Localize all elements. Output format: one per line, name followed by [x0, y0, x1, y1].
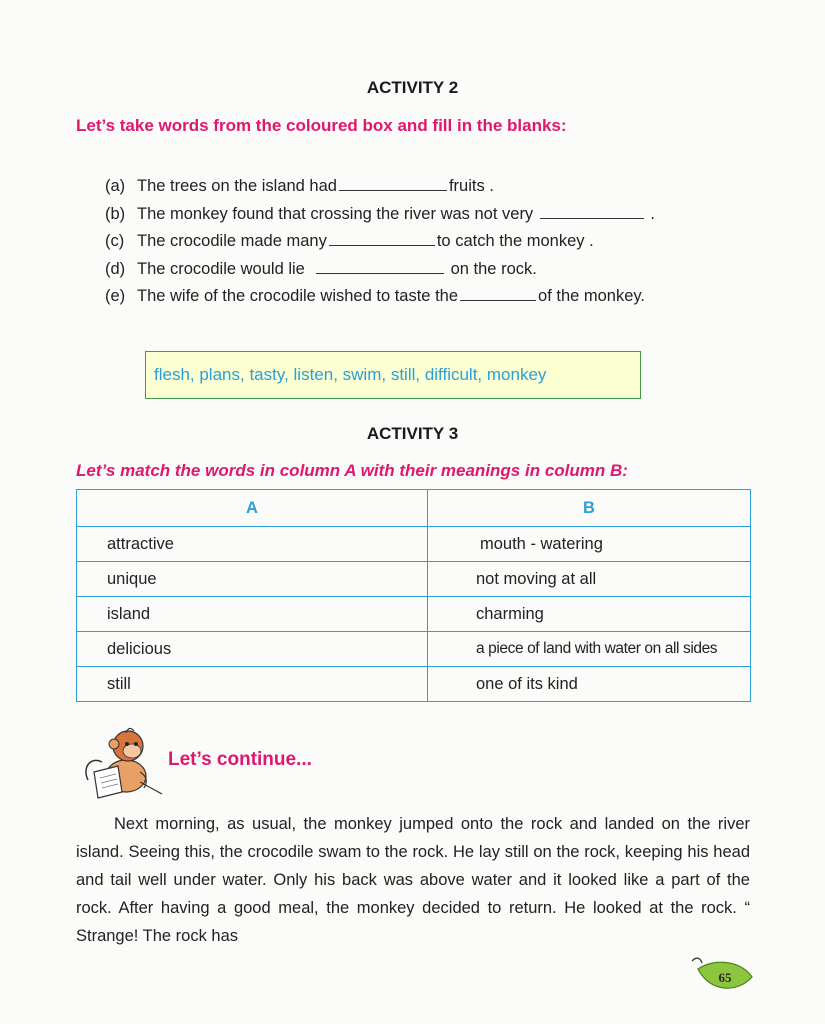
- column-a-cell: delicious: [77, 632, 428, 667]
- story-text: Next morning, as usual, the monkey jumped onto the rock and landed on the river island. Seeing this, the crocodile swam to the rock. He lay still on the rock, keeping his head and tail well under water. Only his back was above water and it looked like a part of the rock. After having a good meal, the monkey decided to return. He looked at the rock. “ Strange! The rock has: [76, 815, 750, 945]
- table-header-row: [77, 490, 751, 527]
- blank-item-c: [105, 228, 655, 256]
- leaf-icon: [688, 955, 758, 995]
- column-a-header: A: [77, 490, 428, 527]
- blank-item-a: [105, 173, 655, 201]
- item-text-after: of the monkey.: [538, 287, 646, 305]
- column-b-cell: a piece of land with water on all sides: [428, 632, 751, 667]
- item-text-after: fruits .: [448, 177, 494, 195]
- blank-item-d: [105, 256, 655, 284]
- activity-2-title: ACTIVITY 2: [366, 78, 459, 97]
- column-a-cell: unique: [77, 562, 428, 597]
- item-text-after: to catch the monkey .: [436, 232, 594, 250]
- page-number: 65: [718, 970, 732, 985]
- item-text-after: .: [650, 204, 655, 223]
- table-row: [77, 527, 751, 562]
- matching-table: [76, 489, 751, 702]
- item-letter: (b): [105, 204, 126, 223]
- item-text-before: The wife of the crocodile wished to taste the: [137, 287, 459, 305]
- item-text-before: The trees on the island had: [137, 177, 337, 195]
- item-text-after: on the rock.: [450, 259, 537, 278]
- coloured-word-box: flesh, plans, tasty, listen, swim, still, difficult, monkey: [145, 351, 641, 399]
- column-b-cell: not moving at all: [428, 562, 751, 597]
- table-row: [77, 667, 751, 702]
- table-row: [77, 597, 751, 632]
- column-a-cell: still: [77, 667, 428, 702]
- item-letter: (e): [105, 287, 126, 305]
- activity-3-instruction: Let’s match the words in column A with their meanings in column B:: [76, 461, 628, 480]
- fill-in-blanks-list: [105, 173, 655, 311]
- activity-2-instruction: Let’s take words from the coloured box and fill in the blanks:: [76, 116, 567, 135]
- column-b-cell: one of its kind: [428, 667, 751, 702]
- item-text-before: The monkey found that crossing the river was not very: [137, 204, 534, 223]
- item-letter: (d): [105, 259, 126, 278]
- blank-item-b: [105, 201, 655, 229]
- blank-line[interactable]: [329, 230, 435, 246]
- blank-line[interactable]: [316, 258, 444, 274]
- blank-line[interactable]: [339, 175, 447, 191]
- blank-line[interactable]: [540, 203, 644, 219]
- item-text-before: The crocodile made many: [137, 232, 327, 250]
- column-a-cell: attractive: [77, 527, 428, 562]
- column-b-header: B: [428, 490, 751, 527]
- item-letter: (c): [105, 232, 125, 250]
- continue-section-title: Let’s continue...: [168, 749, 312, 770]
- reading-monkey-icon: [80, 720, 170, 800]
- column-a-cell: island: [77, 597, 428, 632]
- activity-3-title: ACTIVITY 3: [366, 424, 459, 443]
- table-row: [77, 562, 751, 597]
- item-letter: (a): [105, 177, 126, 195]
- story-paragraph: [76, 810, 750, 950]
- item-text-before: The crocodile would lie: [137, 259, 305, 278]
- blank-item-e: [105, 283, 655, 311]
- column-b-cell: mouth - watering: [428, 527, 751, 562]
- blank-line[interactable]: [460, 285, 536, 301]
- table-row: [77, 632, 751, 667]
- column-b-cell: charming: [428, 597, 751, 632]
